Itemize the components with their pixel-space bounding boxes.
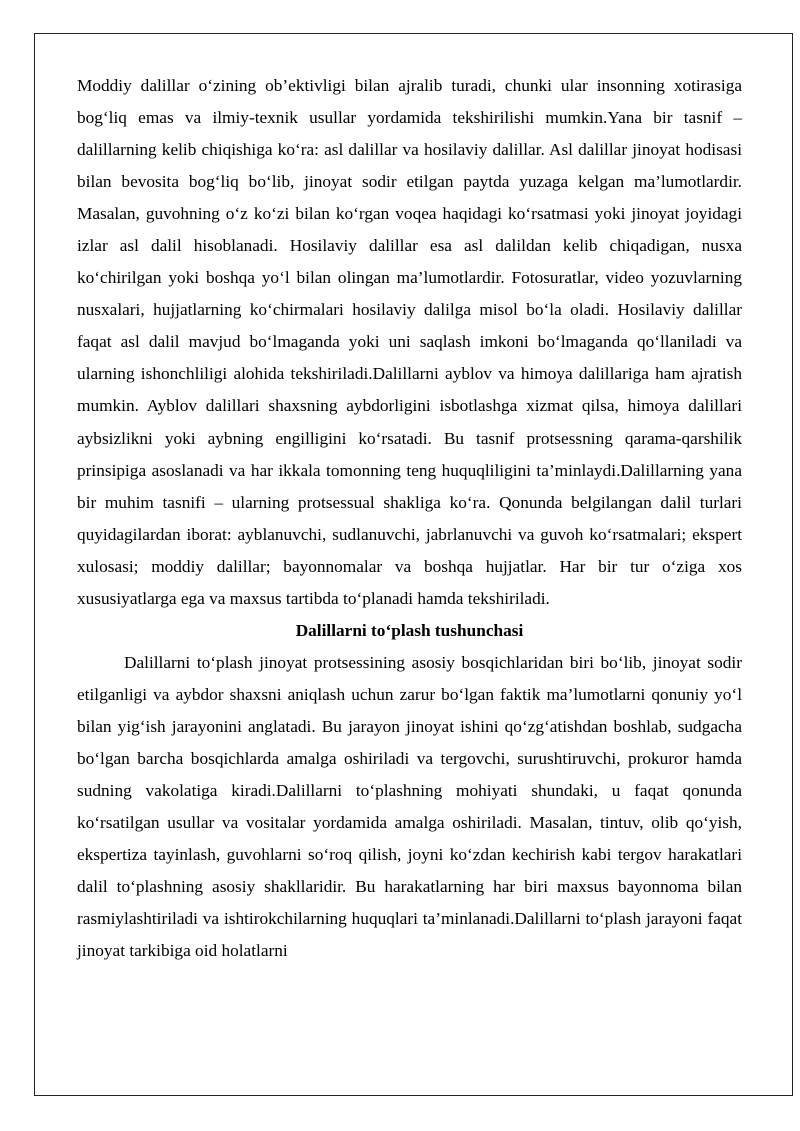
document-body [77, 70, 742, 967]
body-paragraph: Dalillarni to‘plash jinoyat protsessining asosiy bosqichlaridan biri bo‘lib, jinoyat sodir etilganligi va aybdor shaxsni aniqlash uchun zarur bo‘lgan faktik ma’lumotlarni qonuniy yo‘l bilan yig‘ish jarayonini anglatadi. Bu jarayon jinoyat ishini qo‘zg‘atishdan boshlab, sudgacha bo‘lgan barcha bosqichlarda amalga oshiriladi va tergovchi, surushtiruvchi, prokuror hamda sudning vakolatiga kiradi.Dalillarni to‘plashning mohiyati shundaki, u faqat qonunda ko‘rsatilgan usullar va vositalar yordamida amalga oshiriladi. Masalan, tintuv, olib qo‘yish, ekspertiza tayinlash, guvohlarni so‘roq qilish, joyni ko‘zdan kechirish kabi tergov harakatlari dalil to‘plashning asosiy shakllaridir. Bu harakatlarning har biri maxsus bayonnoma bilan rasmiylashtiriladi va ishtirokchilarning huquqlari ta’minlanadi.Dalillarni to‘plash jarayoni faqat jinoyat tarkibiga oid holatlarni [77, 652, 742, 961]
section-heading: Dalillarni to‘plash tushunchasi [295, 620, 524, 640]
body-paragraph: Moddiy dalillar o‘zining ob’ektivligi bilan ajralib turadi, chunki ular insonning xotirasiga bog‘liq emas va ilmiy-texnik usullar yordamida tekshirilishi mumkin.Yana bir tasnif – dalillarning kelib chiqishiga ko‘ra: asl dalillar va hosilaviy dalillar. Asl dalillar jinoyat hodisasi bilan bevosita bog‘liq bo‘lib, jinoyat sodir etilgan paytda yuzaga kelgan ma’lumotlardir. Masalan, guvohning o‘z ko‘zi bilan ko‘rgan voqea haqidagi ko‘rsatmasi yoki jinoyat joyidagi izlar asl dalil hisoblanadi. Hosilaviy dalillar esa asl dalildan kelib chiqadigan, nusxa ko‘chirilgan yoki boshqa yo‘l bilan olingan ma’lumotlardir. Fotosuratlar, video yozuvlarning nusxalari, hujjatlarning ko‘chirmalari hosilaviy dalilga misol bo‘la oladi. Hosilaviy dalillar faqat asl dalil mavjud bo‘lmaganda yoki uni saqlash imkoni bo‘lmaganda qo‘llaniladi va ularning ishonchliligi alohida tekshiriladi.Dalillarni ayblov va himoya dalillariga ham ajratish mumkin. Ayblov dalillari shaxsning aybdorligini isbotlashga xizmat qilsa, himoya dalillari aybsizlikni yoki aybning engilligini ko‘rsatadi. Bu tasnif protsessning qarama-qarshilik prinsipiga asoslanadi va har ikkala tomonning teng huquqliligini ta’minlaydi.Dalillarning yana bir muhim tasnifi – ularning protsessual shakliga ko‘ra. Qonunda belgilangan dalil turlari quyidagilardan iborat: ayblanuvchi, sudlanuvchi, jabrlanuvchi va guvoh ko‘rsatmalari; ekspert xulosasi; moddiy dalillar; bayonnomalar va boshqa hujjatlar. Har bir tur o‘ziga xos xususiyatlarga ega va maxsus tartibda to‘planadi hamda tekshiriladi. [77, 76, 742, 608]
